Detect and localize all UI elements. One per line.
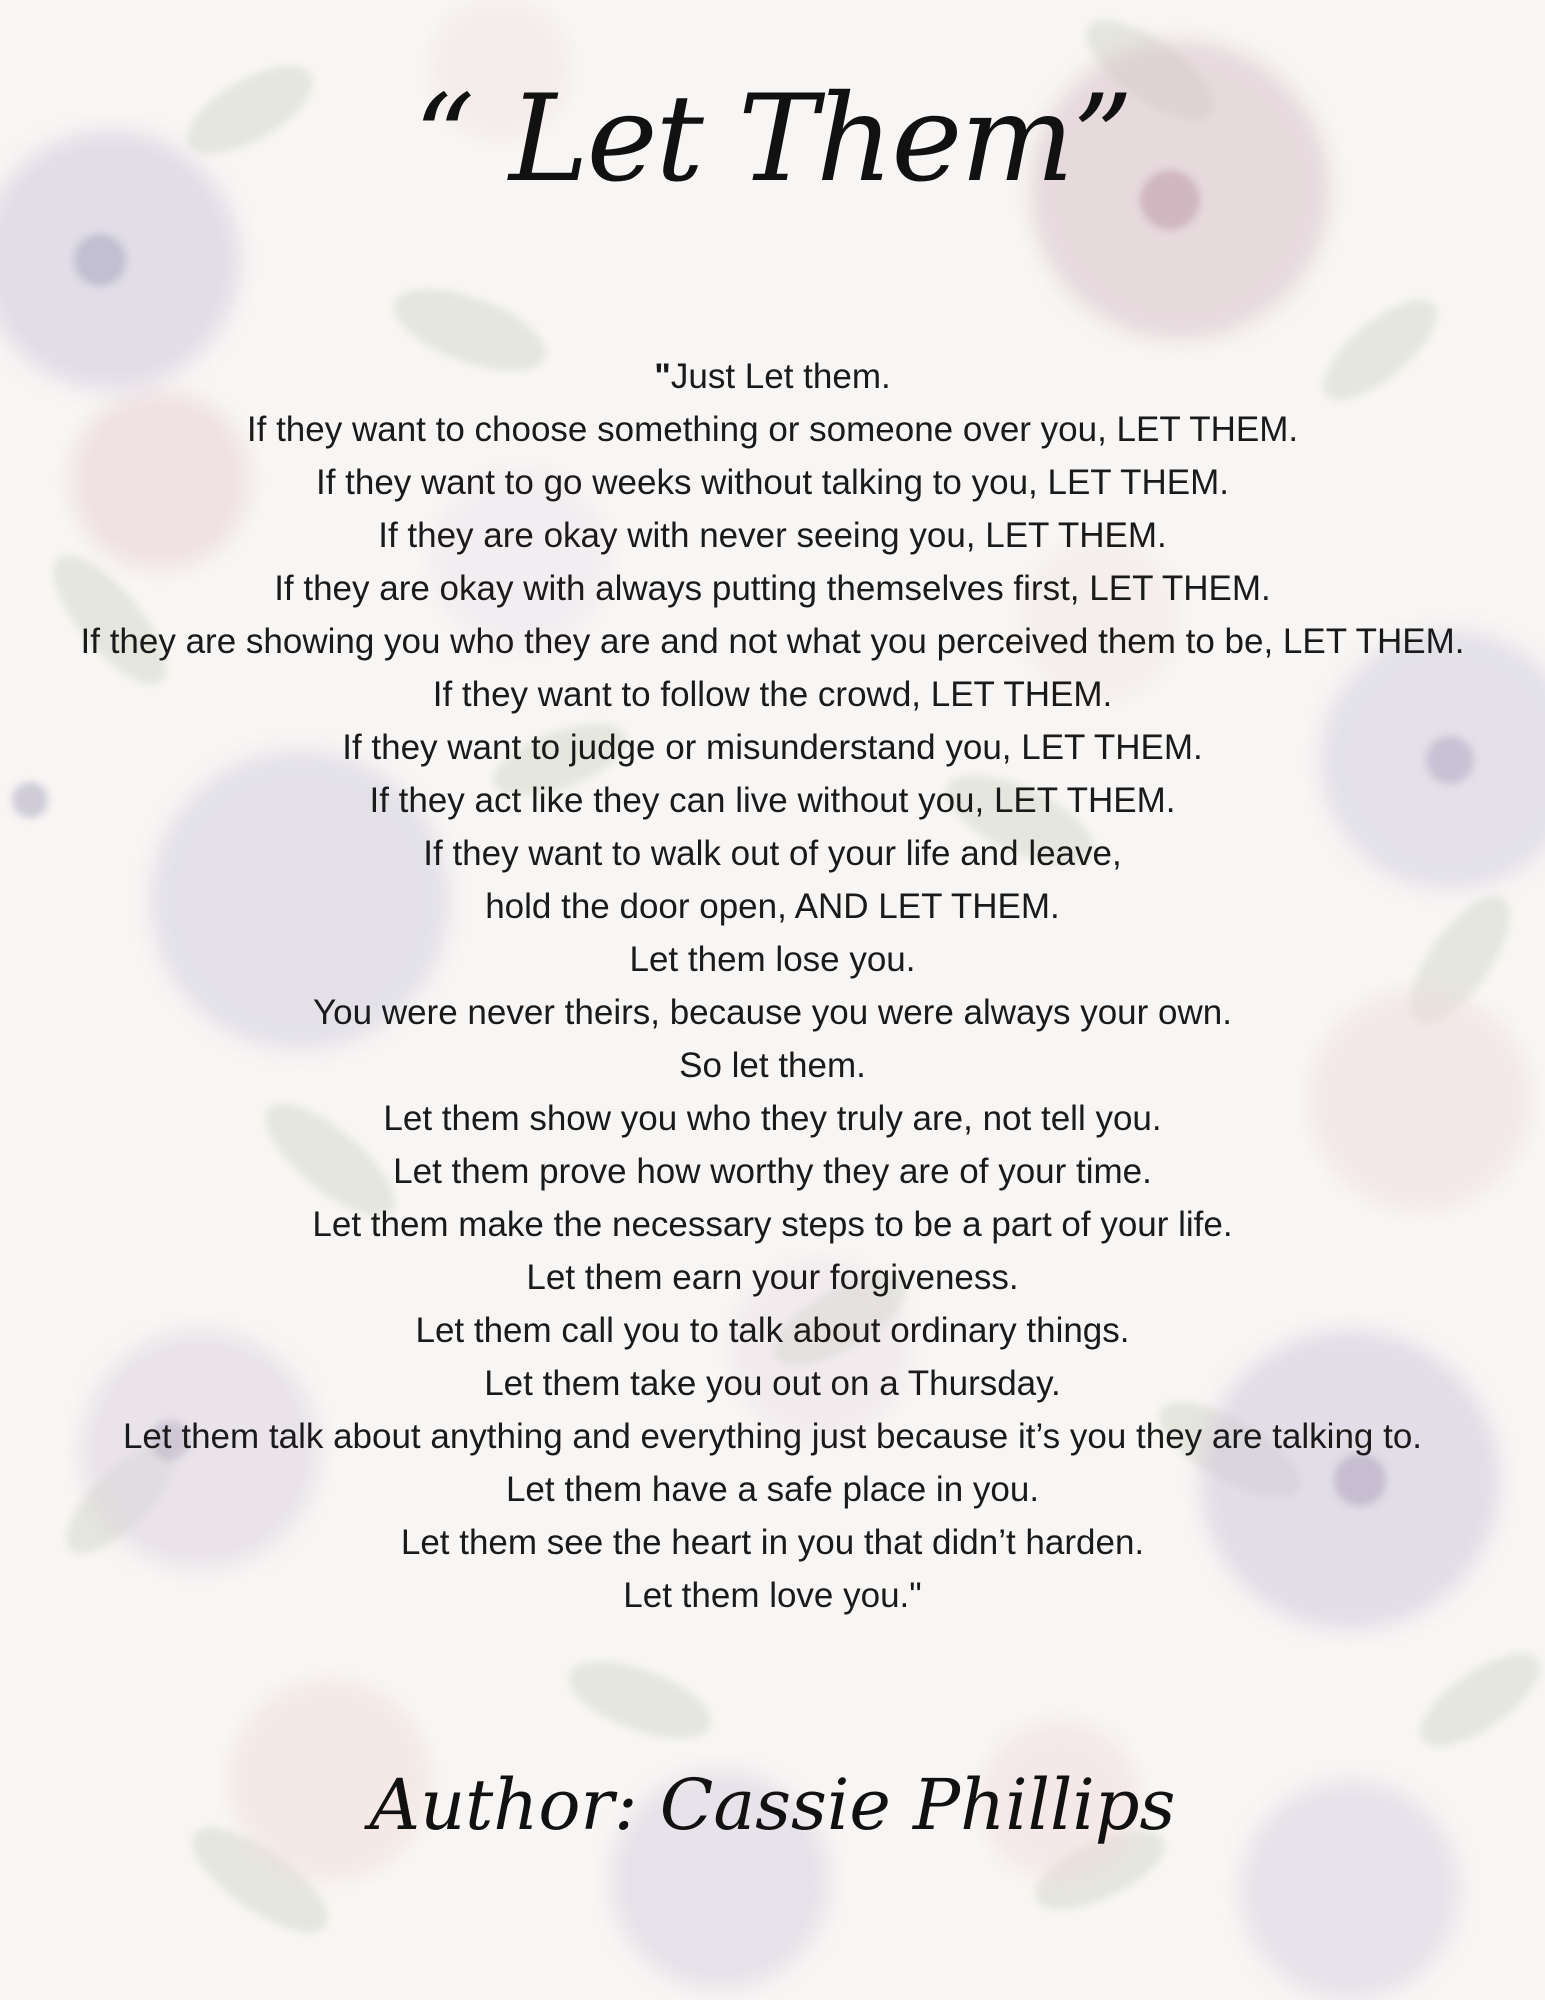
poem-line: Let them earn your forgiveness. — [526, 1258, 1019, 1297]
poem-line: If they are showing you who they are and not what you perceived them to be, LET THEM. — [80, 622, 1465, 661]
poem-line — [0, 350, 1545, 403]
poem-line: Let them see the heart in you that didn’t harden. — [400, 1523, 1145, 1562]
opening-quote-mark: " — [654, 357, 671, 396]
poem-line: If they act like they can live without you, LET THEM. — [369, 781, 1176, 820]
poem-title: “ Let Them” — [413, 70, 1132, 209]
poem-line: You were never theirs, because you were always your own. — [313, 993, 1232, 1032]
poem-line-text: Just Let them. — [670, 357, 891, 396]
poem-line: If they are okay with never seeing you, LET THEM. — [378, 516, 1167, 555]
poem-line: Let them make the necessary steps to be a part of your life. — [312, 1205, 1233, 1244]
poem-line: Let them call you to talk about ordinary things. — [415, 1311, 1130, 1350]
poem-line: Let them show you who they truly are, not tell you. — [383, 1099, 1162, 1138]
poem-line: Let them lose you. — [629, 940, 916, 979]
poem-line: Let them take you out on a Thursday. — [484, 1364, 1061, 1403]
poem-line: So let them. — [679, 1046, 866, 1085]
poem-line: If they want to choose something or someone over you, LET THEM. — [246, 410, 1299, 449]
poem-line: Let them talk about anything and everything just because it’s you they are talking to. — [122, 1417, 1423, 1456]
poem-line: If they want to judge or misunderstand you, LET THEM. — [342, 728, 1203, 767]
poem-line: hold the door open, AND LET THEM. — [485, 887, 1060, 926]
poem-body — [0, 350, 1545, 1622]
poem-line: If they want to walk out of your life and leave, — [423, 834, 1122, 873]
poem-line: Let them love you." — [623, 1576, 922, 1615]
poem-line: If they are okay with always putting themselves first, LET THEM. — [274, 569, 1271, 608]
poem-line: If they want to go weeks without talking to you, LET THEM. — [315, 463, 1230, 502]
poem-line: Let them have a safe place in you. — [505, 1470, 1040, 1509]
poem-line: If they want to follow the crowd, LET THEM. — [432, 675, 1113, 714]
author-signature: Author: Cassie Phillips — [369, 1764, 1176, 1846]
poem-line: Let them prove how worthy they are of your time. — [393, 1152, 1152, 1191]
